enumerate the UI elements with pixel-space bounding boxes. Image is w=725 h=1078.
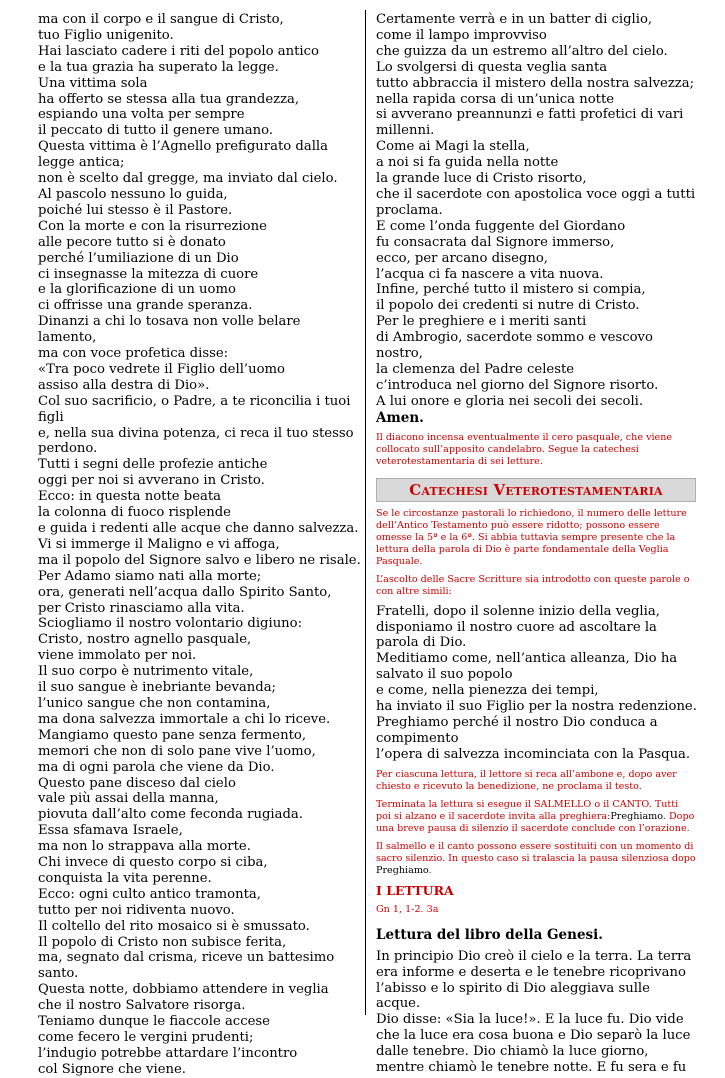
text-line: figli: [38, 409, 64, 425]
text-line: Il coltello del rito mosaico si è smussato.: [38, 918, 310, 934]
rubric-silence-b: .: [428, 864, 432, 876]
book-title: Lettura del libro della Genesi.: [376, 926, 603, 943]
text-line: Il popolo di Cristo non subisce ferita,: [38, 934, 287, 950]
rubric-reader: Per ciascuna lettura, il lettore si reca all’ambone e, dopo aver chiesto e ricevuto la benedizione, ne proclama il testo.: [376, 768, 677, 792]
text-line: ecco, per arcano disegno,: [376, 250, 548, 266]
text-line: perdono.: [38, 441, 98, 457]
text-line: come fecero le vergini prudenti;: [38, 1030, 254, 1045]
text-line: mentre chiamò le tenebre notte. E fu sera e fu: [376, 1060, 687, 1076]
rubric-silence: [376, 841, 696, 877]
text-line: l’opera di salvezza incominciata con la Pasqua.: [376, 746, 691, 762]
rubric-psalm-word: Preghiamo: [610, 810, 663, 822]
text-line: Essa sfamava Israele,: [38, 823, 183, 839]
text-line: Chi invece di questo corpo si ciba,: [38, 855, 268, 871]
amen-line: Amen.: [376, 409, 424, 426]
text-line: nella rapida corsa di un’unica notte: [376, 91, 615, 107]
text-line: santo.: [38, 966, 79, 982]
text-line: Teniamo dunque le fiaccole accese: [38, 1014, 270, 1030]
text-line: Preghiamo perché il nostro Dio conduca a: [376, 715, 658, 730]
text-line: fu consacrata dal Signore immerso,: [376, 234, 615, 250]
text-line: Col suo sacrificio, o Padre, a te riconcilia i tuoi: [38, 393, 351, 409]
text-line: che guizza da un estremo all’altro del cielo.: [376, 43, 668, 59]
text-line: nostro,: [376, 346, 423, 362]
right-column: [376, 12, 696, 1076]
text-line: ci insegnasse la mitezza di cuore: [38, 266, 259, 282]
text-line: salvato il suo popolo: [376, 667, 513, 683]
text-line: conquista la vita perenne.: [38, 870, 212, 886]
rubric-incense: Il diacono incensa eventualmente il cero pasquale, che viene collocato sull’apposito candelabro. Segue la catechesi veterotestamentaria di sei letture.: [376, 431, 673, 467]
reading-text: [376, 949, 696, 1076]
text-line: Una vittima sola: [38, 75, 148, 91]
text-line: tutto per noi ridiventa nuovo.: [38, 902, 235, 918]
text-line: Infine, perché tutto il mistero si compia,: [376, 282, 646, 298]
right-verses: [376, 12, 696, 410]
text-line: espiando una volta per sempre: [38, 107, 245, 123]
text-line: Per Adamo siamo nati alla morte;: [38, 568, 262, 584]
text-line: Hai lasciato cadere i riti del popolo antico: [38, 43, 319, 59]
text-line: Ecco: ogni culto antico tramonta,: [38, 886, 261, 902]
text-line: Con la morte e con la risurrezione: [38, 218, 267, 234]
text-line: a noi si fa guida nella notte: [376, 155, 559, 171]
text-line: che la luce era cosa buona e Dio separò la luce: [376, 1028, 691, 1044]
text-line: e guida i redenti alle acque che danno salvezza.: [38, 521, 359, 536]
text-line: ha offerto se stessa alla tua grandezza,: [38, 91, 300, 107]
text-line: col Signore che viene.: [38, 1061, 186, 1077]
text-line: disponiamo il nostro cuore ad ascoltare la: [376, 619, 657, 635]
rubric-silence-word: Preghiamo: [376, 864, 429, 876]
monition: [376, 604, 696, 763]
rubric-psalm: [376, 799, 696, 835]
text-line: memori che non di solo pane vive l’uomo,: [38, 743, 316, 759]
text-line: di Ambrogio, sacerdote sommo e vescovo: [376, 330, 653, 346]
text-line: Come ai Magi la stella,: [376, 139, 530, 155]
text-line: e, nella sua divina potenza, ci reca il tuo stesso: [38, 425, 354, 441]
section-title: Catechesi Veterotestamentaria: [376, 478, 696, 502]
text-line: si avverano preannunzi e fatti profetici di vari: [376, 107, 684, 123]
text-line: parola di Dio.: [376, 635, 467, 651]
text-line: dalle tenebre. Dio chiamò la luce giorno,: [376, 1044, 649, 1060]
text-line: c’introduca nel giorno del Signore risorto.: [376, 377, 659, 393]
text-line: ma con voce profetica disse:: [38, 346, 229, 362]
text-line: Fratelli, dopo il solenne inizio della veglia,: [376, 603, 660, 619]
text-line: assiso alla destra di Dio».: [38, 377, 210, 393]
text-line: ma con il corpo e il sangue di Cristo,: [38, 12, 284, 27]
text-line: proclama.: [376, 202, 443, 218]
text-line: Al pascolo nessuno lo guida,: [38, 186, 228, 202]
text-line: Certamente verrà e in un batter di ciglio,: [376, 12, 653, 27]
text-line: ci offrisse una grande speranza.: [38, 298, 253, 314]
column-divider: [365, 10, 366, 1015]
rubric-psalm-a: Terminata la lettura si esegue il SALMELLO o il CANTO. Tutti poi si alzano e il sacerdote invita alla preghiera:: [376, 798, 679, 822]
text-line: Dinanzi a chi lo tosava non volle belare: [38, 314, 301, 330]
text-line: oggi per noi si avverano in Cristo.: [38, 473, 265, 489]
text-line: alle pecore tutto si è donato: [38, 234, 226, 250]
text-line: acque.: [376, 996, 421, 1012]
text-line: Cristo, nostro agnello pasquale,: [38, 632, 252, 648]
text-line: l’indugio potrebbe attardare l’incontro: [38, 1045, 298, 1061]
text-line: e la tua grazia ha superato la legge.: [38, 59, 279, 75]
text-line: E come l’onda fuggente del Giordano: [376, 218, 626, 234]
text-line: In principio Dio creò il cielo e la terra. La terra: [376, 948, 692, 964]
text-line: Il suo corpo è nutrimento vitale,: [38, 664, 254, 680]
text-line: ha inviato il suo Figlio per la nostra redenzione.: [376, 699, 697, 715]
text-line: lamento,: [38, 330, 97, 346]
text-line: ma il popolo del Signore salvo e libero ne risale.: [38, 552, 361, 568]
text-line: che il sacerdote con apostolica voce oggi a tutti: [376, 186, 696, 202]
text-line: e come, nella pienezza dei tempi,: [376, 683, 599, 699]
text-line: millenni.: [376, 123, 435, 139]
text-line: Questa notte, dobbiamo attendere in veglia: [38, 982, 329, 998]
text-line: ma non lo strappava alla morte.: [38, 839, 251, 855]
text-line: Sciogliamo il nostro volontario digiuno:: [38, 616, 303, 632]
text-line: il peccato di tutto il genere umano.: [38, 123, 274, 139]
text-line: era informe e deserta e le tenebre ricoprivano: [376, 964, 686, 980]
text-line: Per le preghiere e i meriti santi: [376, 314, 587, 330]
text-line: il suo sangue è inebriante bevanda;: [38, 680, 276, 696]
text-line: vale più assai della manna,: [38, 791, 219, 807]
text-line: il popolo dei credenti si nutre di Cristo.: [376, 298, 640, 314]
text-line: viene immolato per noi.: [38, 648, 197, 664]
text-line: ma, segnato dal crisma, riceve un battesimo: [38, 950, 335, 966]
text-line: Vi si immerge il Maligno e vi affoga,: [38, 536, 280, 552]
text-line: tutto abbraccia il mistero della nostra salvezza;: [376, 75, 695, 91]
rubric-intro: L’ascolto delle Sacre Scritture sia introdotto con queste parole o con altre simili:: [376, 573, 690, 597]
text-line: compimento: [376, 730, 459, 746]
reading-reference: Gn 1, 1-2. 3a: [376, 903, 439, 915]
text-line: la grande luce di Cristo risorto,: [376, 171, 587, 187]
text-line: poiché lui stesso è il Pastore.: [38, 202, 233, 218]
text-line: e la glorificazione di un uomo: [38, 282, 236, 298]
text-line: come il lampo improvviso: [376, 27, 547, 43]
text-line: Meditiamo come, nell’antica alleanza, Dio ha: [376, 651, 678, 667]
rubric-reduce: Se le circostanze pastorali lo richiedono, il numero delle letture dell’Antico Testamento può essere ridotto; possono essere omesse la 5ª e la 6ª. Si abbia tuttavia sempre presente che la lettura della parola di Dio è parte fondamentale della Veglia Pasquale.: [376, 507, 687, 567]
text-line: la clemenza del Padre celeste: [376, 361, 575, 377]
text-line: legge antica;: [38, 155, 125, 171]
text-line: Tutti i segni delle profezie antiche: [38, 457, 268, 473]
text-line: Lo svolgersi di questa veglia santa: [376, 59, 608, 75]
text-line: Ecco: in questa notte beata: [38, 489, 222, 505]
text-line: ma dona salvezza immortale a chi lo riceve.: [38, 711, 331, 727]
text-line: Questa vittima è l’Agnello prefigurato dalla: [38, 139, 328, 155]
text-line: «Tra poco vedrete il Figlio dell’uomo: [38, 361, 285, 377]
text-line: piovuta dall’alto come feconda rugiada.: [38, 807, 303, 823]
text-line: la colonna di fuoco risplende: [38, 505, 231, 521]
text-line: Mangiamo questo pane senza fermento,: [38, 727, 307, 743]
left-column: [38, 12, 361, 1078]
rubric-psalm-b: . Dopo una breve pausa di silenzio il sacerdote conclude con l’orazione.: [376, 810, 695, 834]
text-line: per Cristo rinasciamo alla vita.: [38, 600, 245, 616]
text-line: tuo Figlio unigenito.: [38, 27, 174, 43]
text-line: perché l’umiliazione di un Dio: [38, 250, 239, 266]
text-line: Dio disse: «Sia la luce!». E la luce fu. Dio vide: [376, 1012, 684, 1028]
text-line: non è scelto dal gregge, ma inviato dal cielo.: [38, 171, 338, 187]
text-line: Questo pane disceso dal cielo: [38, 775, 236, 791]
lettura-label: I LETTURA: [376, 882, 454, 898]
text-line: l’abisso e lo spirito di Dio aleggiava sulle: [376, 980, 650, 996]
text-line: ma di ogni parola che viene da Dio.: [38, 759, 275, 775]
text-line: che il nostro Salvatore risorga.: [38, 998, 246, 1014]
text-line: l’acqua ci fa nascere a vita nuova.: [376, 266, 604, 282]
text-line: A lui onore e gloria nei secoli dei secoli.: [376, 393, 644, 409]
text-line: l’unico sangue che non contamina,: [38, 695, 271, 711]
text-line: ora, generati nell’acqua dallo Spirito Santo,: [38, 584, 332, 600]
rubric-silence-a: Il salmello e il canto possono essere sostituiti con un momento di sacro silenzio. In questo caso si tralascia la pausa silenziosa dopo: [376, 840, 696, 864]
